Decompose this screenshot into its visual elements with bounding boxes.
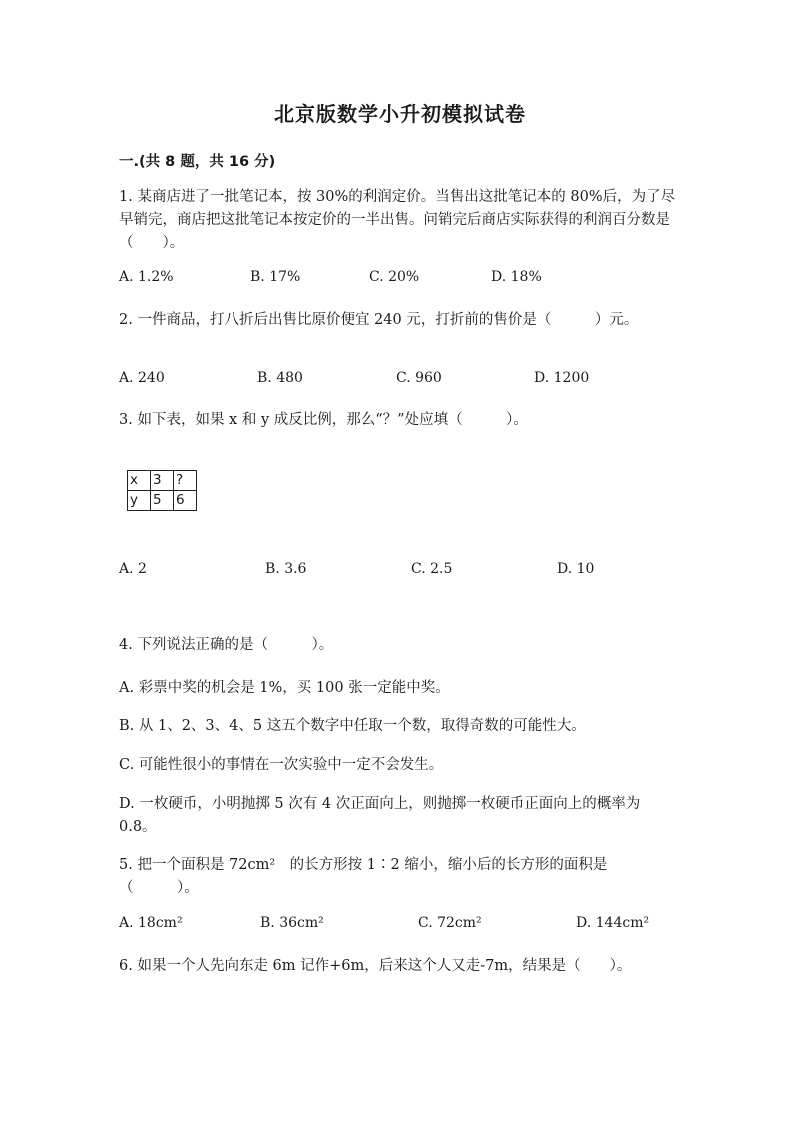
xy-table (127, 470, 197, 511)
section-heading: 一.(共 8 题，共 16 分) (119, 154, 276, 170)
question-1-option-d[interactable]: D. 18% (491, 269, 542, 285)
table-cell: 5 (151, 491, 174, 511)
question-5-option-b[interactable]: B. 36cm² (260, 915, 324, 931)
table-cell: x (128, 471, 151, 491)
question-1-option-b[interactable]: B. 17% (250, 269, 301, 285)
question-3-option-c[interactable]: C. 2.5 (411, 561, 453, 577)
table-cell: 6 (174, 491, 197, 511)
question-4-statement-d[interactable]: D. 一枚硬币，小明抛掷 5 次有 4 次正面向上，则抛掷一枚硬币正面向上的概率为 0.8。 (119, 796, 641, 835)
question-1-option-a[interactable]: A. 1.2% (119, 269, 174, 285)
table-row (128, 471, 197, 491)
question-5-text: 5. 把一个面积是 72cm² 的长方形按 1∶2 缩小，缩小后的长方形的面积是（ ）。 (119, 857, 608, 896)
question-5-option-a[interactable]: A. 18cm² (119, 915, 183, 931)
question-4-statement-a[interactable]: A. 彩票中奖的机会是 1%，买 100 张一定能中奖。 (119, 680, 450, 696)
question-1-text: 1. 某商店进了一批笔记本，按 30%的利润定价。当售出这批笔记本的 80%后，为了尽早销完，商店把这批笔记本按定价的一半出售。问销完后商店实际获得的利润百分数是（ ）。 (119, 189, 676, 251)
question-3-text: 3. 如下表，如果 x 和 y 成反比例，那么“？”处应填（ ）。 (119, 412, 528, 428)
question-3-option-a[interactable]: A. 2 (119, 561, 147, 577)
table-cell: 3 (151, 471, 174, 491)
question-2-text: 2. 一件商品，打八折后出售比原价便宜 240 元，打折前的售价是（ ）元。 (119, 312, 639, 328)
question-2-option-c[interactable]: C. 960 (396, 370, 442, 386)
question-4-statement-c[interactable]: C. 可能性很小的事情在一次实验中一定不会发生。 (119, 757, 444, 773)
question-5-option-d[interactable]: D. 144cm² (576, 915, 650, 931)
question-4-statement-b[interactable]: B. 从 1、2、3、4、5 这五个数字中任取一个数，取得奇数的可能性大。 (119, 718, 586, 734)
question-1-option-c[interactable]: C. 20% (369, 269, 420, 285)
question-2-option-a[interactable]: A. 240 (119, 370, 165, 386)
page-title: 北京版数学小升初模拟试卷 (274, 102, 526, 126)
question-2-option-d[interactable]: D. 1200 (534, 370, 590, 386)
question-3-option-d[interactable]: D. 10 (557, 561, 595, 577)
question-5-option-c[interactable]: C. 72cm² (418, 915, 482, 931)
table-cell: ? (174, 471, 197, 491)
question-2-option-b[interactable]: B. 480 (257, 370, 303, 386)
question-4-text: 4. 下列说法正确的是（ ）。 (119, 637, 334, 653)
question-3-option-b[interactable]: B. 3.6 (265, 561, 307, 577)
table-row (128, 491, 197, 511)
table-cell: y (128, 491, 151, 511)
question-6-text: 6. 如果一个人先向东走 6m 记作+6m，后来这个人又走-7m，结果是（ ）。 (119, 958, 632, 974)
